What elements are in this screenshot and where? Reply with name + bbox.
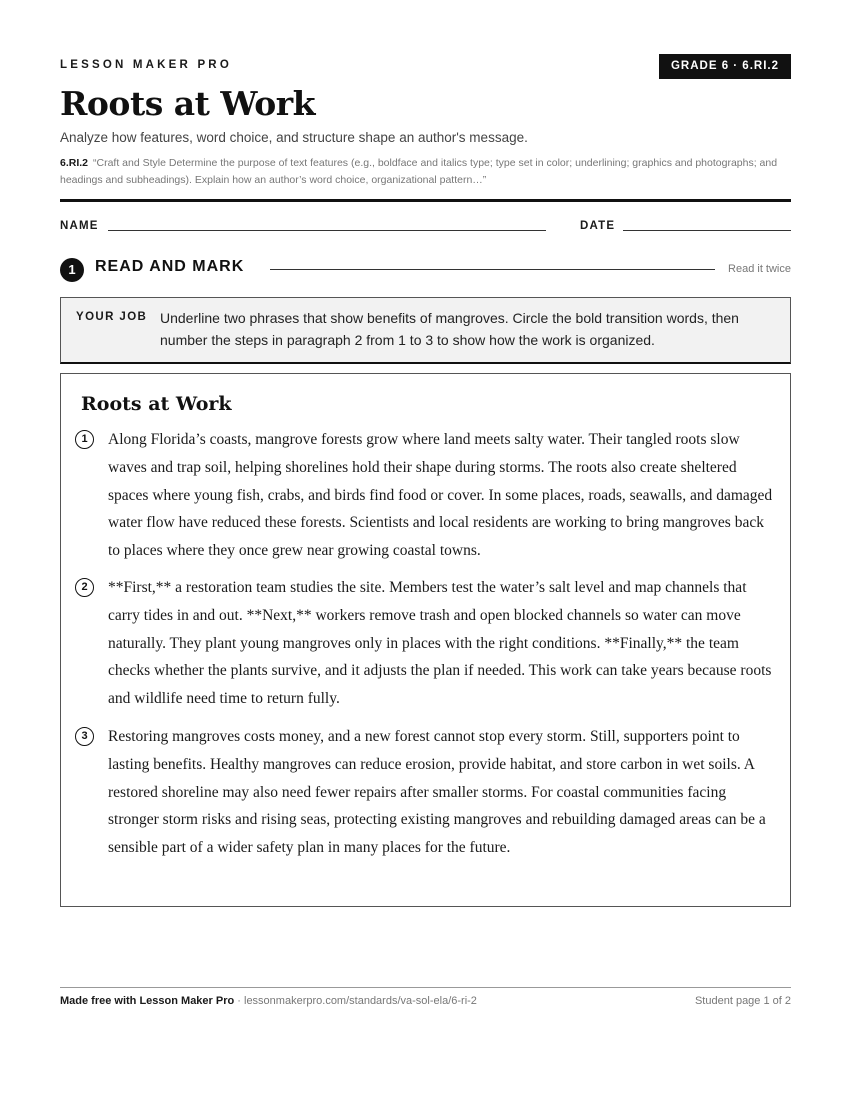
standard-text: “Craft and Style Determine the purpose of text features (e.g., boldface and italics type; type set in color; underlining; graphics and photographs; and headings and subheadings). Explain how an author’s word choice, organizational pattern…” (60, 157, 778, 186)
name-label: NAME (60, 220, 99, 232)
paragraph-number-3: 3 (75, 727, 94, 746)
your-job-box (60, 297, 791, 364)
standard-description (60, 155, 791, 189)
section-divider (270, 269, 715, 270)
page-title: Roots at Work (60, 84, 316, 123)
paragraph-number-2: 2 (75, 578, 94, 597)
reading-passage (60, 373, 791, 907)
grade-badge: GRADE 6 · 6.RI.2 (659, 54, 791, 79)
name-field[interactable] (108, 230, 546, 231)
footer-divider (60, 987, 791, 988)
paragraph-1: Along Florida’s coasts, mangrove forests grow where land meets salty water. Their tangled roots slow waves and trap soil, helping shorelines hold their shape during storms. The roots also create sheltered spaces where young fish, crabs, and birds find food or cover. In some places, roads, seawalls, and damaged water flow have reduced these forests. Scientists and local residents are working to bring mangroves back to places where they once grew near growing coastal towns. (108, 431, 773, 560)
footer-made-with: Made free with Lesson Maker Pro (60, 995, 235, 1007)
your-job-label: YOUR JOB (76, 311, 148, 323)
paragraph-3: Restoring mangroves costs money, and a new forest cannot stop every storm. Still, supporters point to lasting benefits. Healthy mangroves can reduce erosion, provide habitat, and store carbon in wet soils. A restored shoreline may also need fewer repairs after smaller storms. For coastal communities facing stronger storm risks and rising seas, protecting existing mangroves and rebuilding damaged areas can be a sensible part of a wider safety plan in many places for the future. (108, 728, 766, 857)
date-field[interactable] (623, 230, 791, 231)
date-label: DATE (580, 220, 616, 232)
footer-credit (60, 995, 477, 1007)
your-job-instructions: Underline two phrases that show benefits of mangroves. Circle the bold transition words, then number the steps in paragraph 2 from 1 to 3 to show how the work is organized. (160, 310, 739, 348)
page-subtitle: Analyze how features, word choice, and structure shape an author's message. (60, 130, 528, 145)
standard-code: 6.RI.2 (60, 157, 89, 169)
footer-page-number: Student page 1 of 2 (694, 995, 791, 1007)
footer-url[interactable]: · lessonmakerpro.com/standards/va-sol-ela/6-ri-2 (237, 995, 477, 1007)
paragraph-number-1: 1 (75, 430, 94, 449)
worksheet-page (60, 0, 791, 1100)
passage-title: Roots at Work (81, 393, 232, 415)
section-number-badge: 1 (60, 258, 84, 282)
section-title: READ AND MARK (95, 258, 245, 275)
section-note: Read it twice (728, 263, 791, 275)
brand-name: LESSON MAKER PRO (60, 59, 232, 71)
header-divider (60, 199, 791, 202)
paragraph-2: **First,** a restoration team studies the site. Members test the water’s salt level and map channels that carry tides in and out. **Next,** workers remove trash and open blocked channels so water can move naturally. They plant young mangroves only in places with the right conditions. **Finally,** the team checks whether the plants survive, and it adjusts the plan if needed. This work can take years because roots and wildlife need time to return fully. (108, 579, 772, 708)
